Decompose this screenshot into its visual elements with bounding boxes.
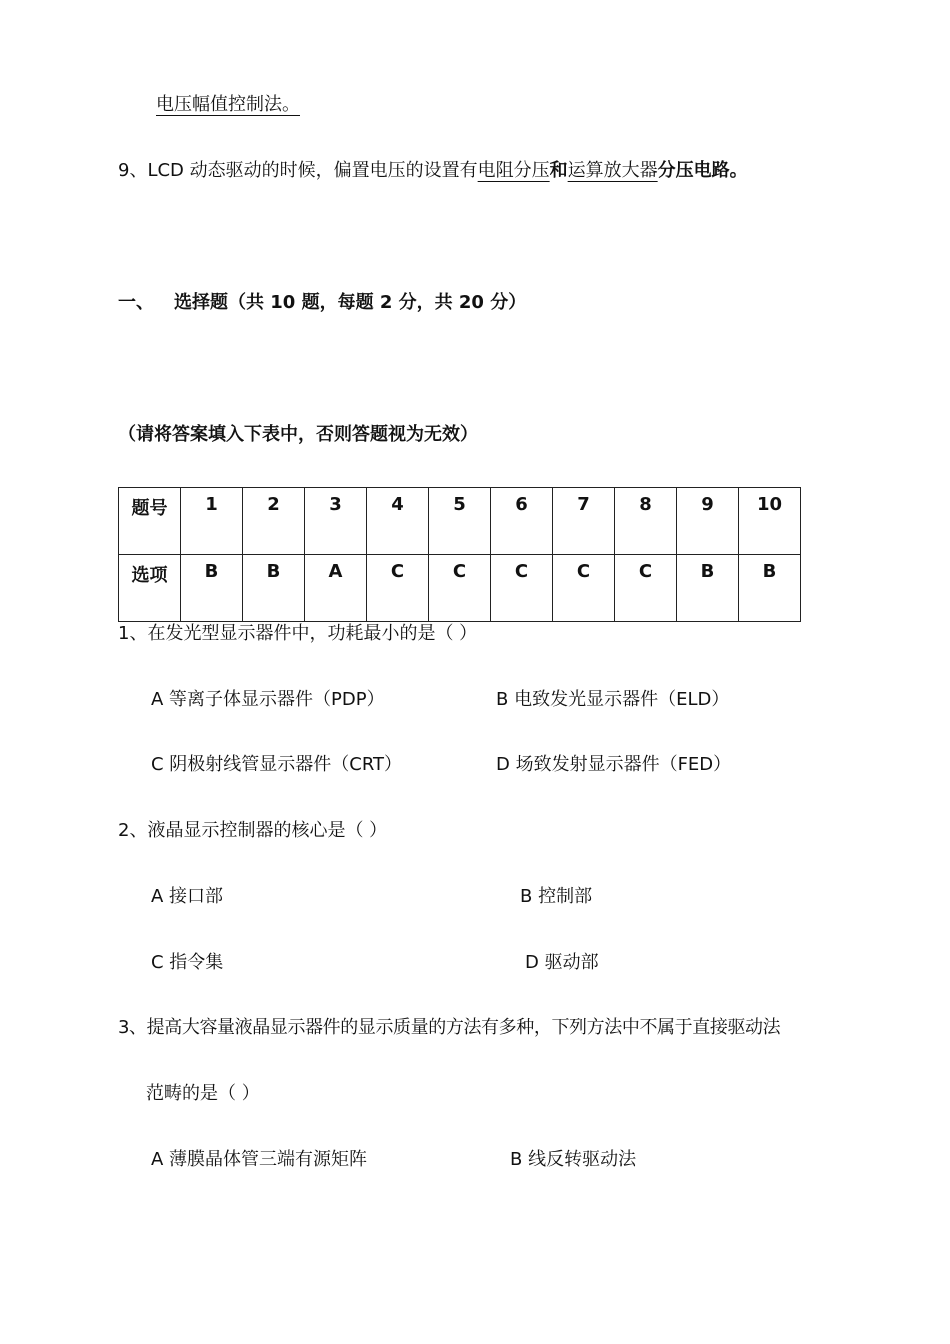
question-1-stem: 1、在发光型显示器件中，功耗最小的是（ ） — [118, 623, 478, 644]
table-cell-answer: B — [181, 555, 243, 622]
table-cell-number: 10 — [739, 488, 801, 555]
table-row-numbers — [119, 488, 801, 555]
table-row-answers — [119, 555, 801, 622]
table-cell-number: 1 — [181, 488, 243, 555]
q9-prefix: 9、LCD 动态驱动的时候，偏置电压的设置有 — [118, 160, 478, 181]
table-cell-number: 6 — [491, 488, 553, 555]
table-cell-answer: B — [739, 555, 801, 622]
q2-option-b: B 控制部 — [520, 886, 593, 907]
table-cell-answer: C — [491, 555, 553, 622]
question-9 — [118, 162, 748, 180]
table-cell-number: 4 — [367, 488, 429, 555]
q3-option-a: A 薄膜晶体管三端有源矩阵 — [151, 1149, 368, 1170]
table-cell-answer: C — [615, 555, 677, 622]
q2-option-c: C 指令集 — [151, 952, 224, 973]
q9-connector: 和 — [549, 160, 568, 181]
q3-option-b: B 线反转驱动法 — [510, 1149, 637, 1170]
table-header-label: 题号 — [119, 488, 181, 555]
table-cell-number: 9 — [677, 488, 739, 555]
question-3-stem-line-1: 3、提高大容量液晶显示器件的显示质量的方法有多种，下列方法中不属于直接驱动法 — [118, 1017, 781, 1038]
table-cell-answer: C — [429, 555, 491, 622]
q9-blank-1: 电阻分压 — [477, 160, 550, 181]
previous-answer-line: 电压幅值控制法。 — [156, 94, 300, 115]
q1-option-c: C 阴极射线管显示器件（CRT） — [151, 754, 403, 775]
q1-option-a: A 等离子体显示器件（PDP） — [151, 689, 385, 710]
table-cell-number: 5 — [429, 488, 491, 555]
q1-option-b: B 电致发光显示器件（ELD） — [496, 689, 730, 710]
answer-table — [118, 487, 801, 622]
q2-option-d: D 驱动部 — [525, 952, 599, 973]
section-title: 选择题（共 10 题，每题 2 分，共 20 分） — [174, 292, 527, 313]
table-cell-answer: B — [677, 555, 739, 622]
table-cell-number: 8 — [615, 488, 677, 555]
question-3-stem-line-2: 范畴的是（ ） — [146, 1083, 260, 1104]
q2-option-a: A 接口部 — [151, 886, 224, 907]
table-cell-number: 3 — [305, 488, 367, 555]
question-2-stem: 2、液晶显示控制器的核心是（ ） — [118, 820, 388, 841]
table-cell-number: 2 — [243, 488, 305, 555]
section-number: 一、 — [118, 292, 154, 313]
table-cell-number: 7 — [553, 488, 615, 555]
q9-suffix: 分压电路。 — [657, 160, 748, 181]
table-cell-answer: A — [305, 555, 367, 622]
table-option-label: 选项 — [119, 555, 181, 622]
table-cell-answer: C — [367, 555, 429, 622]
answer-instruction: （请将答案填入下表中，否则答题视为无效） — [118, 424, 478, 445]
q9-blank-2: 运算放大器 — [567, 160, 658, 181]
table-cell-answer: C — [553, 555, 615, 622]
q1-option-d: D 场致发射显示器件（FED） — [496, 754, 732, 775]
table-cell-answer: B — [243, 555, 305, 622]
